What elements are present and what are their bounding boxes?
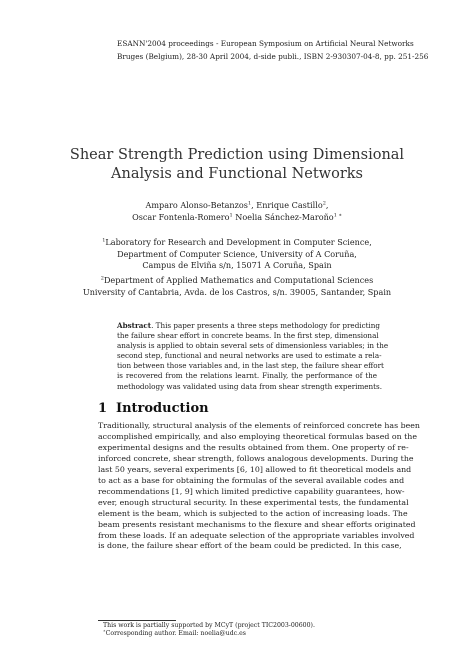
section-title: Introduction — [116, 401, 209, 416]
affiliation-2-line-2: University of Cantabria, Avda. de los Castros, s/n. 39005, Santander, Spain — [82, 286, 392, 297]
author-name: Noelia Sánchez-Maroño — [232, 211, 334, 222]
authors-line-1 — [0, 200, 474, 212]
body-line: element is the beam, which is subjected to the action of increasing loads. The — [98, 508, 408, 518]
section-number: 1 — [98, 401, 108, 416]
body-line: to act as a base for obtaining the formulas of the several available codes and — [98, 475, 405, 485]
affiliation-mark: 1 — [247, 200, 252, 207]
affiliation-mark: 2 — [322, 200, 326, 207]
affiliation-2-line-1 — [0, 275, 474, 287]
body-line: beam presents resistant mechanisms to the flexure and shear efforts originated — [98, 519, 416, 529]
body-line: ever, enough structural security. In these experimental tests, the fundamental — [98, 497, 409, 507]
footnote-rule — [98, 620, 176, 621]
affiliation-2 — [0, 275, 474, 298]
affiliation-mark: 2 — [100, 275, 104, 282]
paper-title — [0, 146, 474, 184]
section-heading — [98, 401, 209, 416]
body-line: is done, the failure shear effort of the beam could be predicted. In this case, — [98, 541, 402, 551]
body-line: last 50 years, several experiments [6, 10] allowed to fit theoretical models and — [98, 464, 412, 474]
abstract-line: the failure shear effort in concrete beams. In the first step, dimensional — [117, 331, 379, 341]
abstract-line: second step, functional and neural networks are used to estimate a rela- — [117, 351, 382, 361]
abstract-line: methodology was validated using data from shear strength experiments. — [117, 381, 383, 391]
abstract-label: Abstract — [117, 321, 152, 330]
footnote-2 — [103, 627, 246, 638]
header-line-2: Bruges (Belgium), 28-30 April 2004, d-side publi., ISBN 2-930307-04-8, pp. 251-256 — [117, 52, 429, 61]
footnote-mark: ∗ — [103, 627, 106, 633]
title-line-2: Analysis and Functional Networks — [111, 166, 363, 182]
affiliation-1 — [0, 237, 474, 272]
body-line: recommendations [1, 9] which limited predictive capability guarantees, how- — [98, 486, 405, 496]
affiliation-mark: 1 — [229, 211, 233, 218]
body-line: accomplished empirically, and also employing theoretical formulas based on the — [98, 431, 417, 441]
body-line: from these loads. If an adequate selection of the appropriate variables involved — [98, 530, 415, 540]
affiliation-1-line-1 — [0, 237, 474, 249]
abstract-line: tion between those variables and, in the last step, the failure shear effort — [117, 361, 384, 371]
abstract-line — [117, 321, 381, 331]
abstract-text: . This paper presents a three steps methodology for predicting — [151, 321, 381, 330]
body-line: Traditionally, structural analysis of the elements of reinforced concrete has been — [98, 421, 420, 430]
abstract — [117, 321, 389, 392]
abstract-line: analysis is applied to obtain several sets of dimensionless variables; in the — [117, 341, 389, 351]
affiliation-1-line-2: Department of Computer Science, University of A Coruña, — [117, 248, 357, 259]
author-name: , Enrique Castillo — [251, 200, 323, 210]
title-line-1: Shear Strength Prediction using Dimensional — [69, 147, 405, 163]
affiliation-text: Laboratory for Research and Development in Computer Science, — [105, 237, 372, 247]
proceedings-header — [117, 37, 428, 63]
body-line: experimental designs and the results obtained from them. One property of re- — [98, 442, 409, 452]
abstract-line: is recovered from the relations learnt. Finally, the performance of the — [117, 371, 377, 381]
affiliation-mark: 1 — [102, 237, 106, 244]
affiliation-1-line-3: Campus de Elviña s/n, 15071 A Coruña, Spain — [142, 260, 332, 270]
authors-line-2 — [0, 212, 474, 224]
footnote-1: This work is partially supported by MCyT (project TIC2003-00600). — [103, 622, 315, 629]
author-list — [0, 200, 474, 223]
author-name: Oscar Fontenla-Romero — [132, 211, 230, 222]
affiliation-text: Department of Applied Mathematics and Computational Sciences — [103, 275, 374, 285]
body-line: inforced concrete, shear strength, follows analogous developments. During the — [98, 453, 414, 463]
author-name: Amparo Alonso-Betanzos — [145, 200, 248, 210]
introduction-body — [98, 421, 420, 552]
header-line-1: ESANN'2004 proceedings - European Symposium on Artificial Neural Networks — [117, 39, 414, 48]
footnote-text: Corresponding author. Email: noelia@udc.es — [105, 630, 246, 637]
affiliation-mark: 1 ∗ — [333, 211, 342, 218]
separator: , — [325, 200, 329, 210]
